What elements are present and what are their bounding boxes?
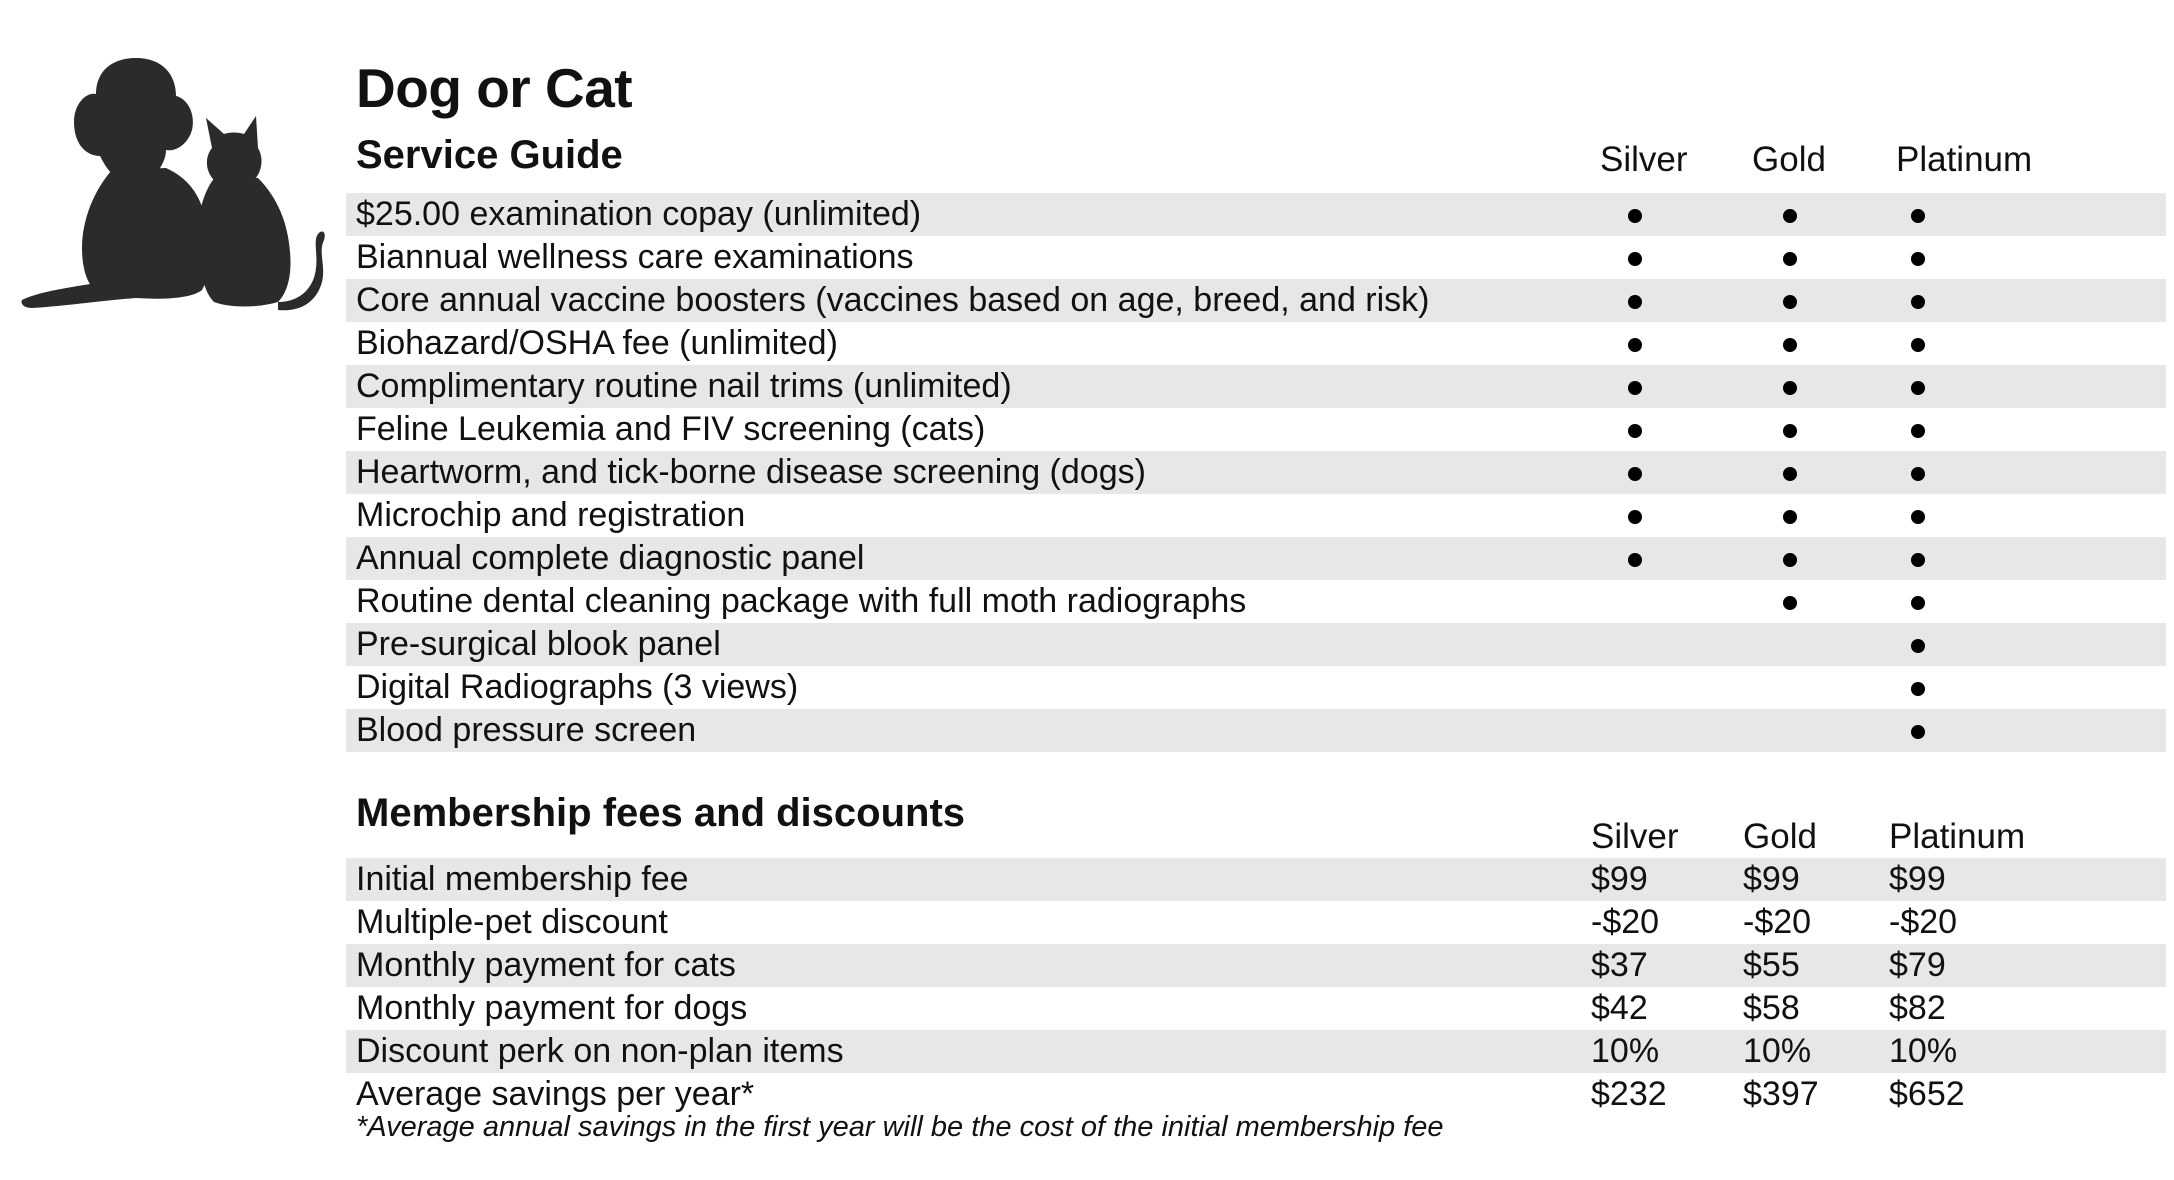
silver-fee-value: 10% bbox=[1591, 1032, 1660, 1070]
service-row-label: Biannual wellness care examinations bbox=[356, 238, 914, 276]
membership-row-label: Initial membership fee bbox=[356, 860, 689, 898]
silver-included-dot-icon bbox=[1628, 510, 1642, 524]
service-row-label: Core annual vaccine boosters (vaccines based on age, breed, and risk) bbox=[356, 281, 1430, 319]
service-row bbox=[346, 193, 2166, 236]
service-col-gold: Gold bbox=[1752, 140, 1826, 179]
membership-table bbox=[346, 858, 2166, 1116]
membership-row bbox=[346, 858, 2166, 901]
service-row bbox=[346, 709, 2166, 752]
service-row-label: $25.00 examination copay (unlimited) bbox=[356, 195, 922, 233]
service-row-label: Biohazard/OSHA fee (unlimited) bbox=[356, 324, 838, 362]
silver-included-dot-icon bbox=[1628, 553, 1642, 567]
membership-row-label: Discount perk on non-plan items bbox=[356, 1032, 844, 1070]
gold-included-dot-icon bbox=[1783, 295, 1797, 309]
membership-row bbox=[346, 944, 2166, 987]
service-row-label: Blood pressure screen bbox=[356, 711, 697, 749]
service-row bbox=[346, 623, 2166, 666]
service-row bbox=[346, 322, 2166, 365]
gold-included-dot-icon bbox=[1783, 467, 1797, 481]
service-row bbox=[346, 279, 2166, 322]
service-row-label: Routine dental cleaning package with full moth radiographs bbox=[356, 582, 1247, 620]
platinum-fee-value: 10% bbox=[1889, 1032, 1958, 1070]
silver-included-dot-icon bbox=[1628, 381, 1642, 395]
membership-row-label: Multiple-pet discount bbox=[356, 903, 668, 941]
membership-row-label: Monthly payment for dogs bbox=[356, 989, 748, 1027]
silver-included-dot-icon bbox=[1628, 209, 1642, 223]
service-row-label: Annual complete diagnostic panel bbox=[356, 539, 865, 577]
service-col-platinum: Platinum bbox=[1896, 140, 2033, 179]
membership-row-label: Monthly payment for cats bbox=[356, 946, 736, 984]
platinum-fee-value: -$20 bbox=[1889, 903, 1958, 941]
platinum-included-dot-icon bbox=[1911, 252, 1925, 266]
membership-col-gold: Gold bbox=[1743, 817, 1817, 856]
platinum-fee-value: $99 bbox=[1889, 860, 1946, 898]
platinum-included-dot-icon bbox=[1911, 295, 1925, 309]
service-row bbox=[346, 451, 2166, 494]
cat-silhouette bbox=[198, 116, 325, 310]
silver-fee-value: $37 bbox=[1591, 946, 1648, 984]
gold-included-dot-icon bbox=[1783, 553, 1797, 567]
service-row bbox=[346, 666, 2166, 709]
gold-fee-value: 10% bbox=[1743, 1032, 1812, 1070]
gold-fee-value: $397 bbox=[1743, 1075, 1819, 1113]
service-row-label: Microchip and registration bbox=[356, 496, 746, 534]
gold-included-dot-icon bbox=[1783, 381, 1797, 395]
silver-included-dot-icon bbox=[1628, 338, 1642, 352]
platinum-fee-value: $79 bbox=[1889, 946, 1946, 984]
service-guide-heading: Service Guide bbox=[356, 133, 623, 177]
silver-fee-value: $232 bbox=[1591, 1075, 1667, 1113]
platinum-fee-value: $82 bbox=[1889, 989, 1946, 1027]
platinum-included-dot-icon bbox=[1911, 381, 1925, 395]
platinum-included-dot-icon bbox=[1911, 467, 1925, 481]
platinum-included-dot-icon bbox=[1911, 639, 1925, 653]
gold-included-dot-icon bbox=[1783, 252, 1797, 266]
gold-included-dot-icon bbox=[1783, 209, 1797, 223]
membership-col-silver: Silver bbox=[1591, 817, 1679, 856]
platinum-included-dot-icon bbox=[1911, 553, 1925, 567]
gold-included-dot-icon bbox=[1783, 510, 1797, 524]
silver-included-dot-icon bbox=[1628, 252, 1642, 266]
silver-included-dot-icon bbox=[1628, 424, 1642, 438]
gold-fee-value: -$20 bbox=[1743, 903, 1812, 941]
gold-fee-value: $55 bbox=[1743, 946, 1800, 984]
membership-row-label: Average savings per year* bbox=[356, 1075, 755, 1113]
dog-and-cat-silhouette-icon bbox=[16, 52, 326, 312]
membership-row bbox=[346, 1030, 2166, 1073]
service-row-label: Feline Leukemia and FIV screening (cats) bbox=[356, 410, 986, 448]
membership-row bbox=[346, 901, 2166, 944]
service-row-label: Heartworm, and tick-borne disease screening (dogs) bbox=[356, 453, 1146, 491]
platinum-included-dot-icon bbox=[1911, 725, 1925, 739]
gold-included-dot-icon bbox=[1783, 596, 1797, 610]
gold-fee-value: $58 bbox=[1743, 989, 1800, 1027]
service-row-label: Pre-surgical blook panel bbox=[356, 625, 721, 663]
platinum-included-dot-icon bbox=[1911, 338, 1925, 352]
silver-fee-value: $99 bbox=[1591, 860, 1648, 898]
gold-fee-value: $99 bbox=[1743, 860, 1800, 898]
membership-col-platinum: Platinum bbox=[1889, 817, 2026, 856]
platinum-fee-value: $652 bbox=[1889, 1075, 1965, 1113]
platinum-included-dot-icon bbox=[1911, 510, 1925, 524]
platinum-included-dot-icon bbox=[1911, 209, 1925, 223]
silver-included-dot-icon bbox=[1628, 467, 1642, 481]
savings-footnote: *Average annual savings in the first year will be the cost of the initial membership fee bbox=[356, 1111, 1444, 1143]
service-row bbox=[346, 494, 2166, 537]
service-row-label: Complimentary routine nail trims (unlimited) bbox=[356, 367, 1012, 405]
service-row bbox=[346, 236, 2166, 279]
platinum-included-dot-icon bbox=[1911, 424, 1925, 438]
service-row bbox=[346, 537, 2166, 580]
service-col-silver: Silver bbox=[1600, 140, 1688, 179]
gold-included-dot-icon bbox=[1783, 424, 1797, 438]
service-row bbox=[346, 365, 2166, 408]
service-row bbox=[346, 408, 2166, 451]
service-row bbox=[346, 580, 2166, 623]
platinum-included-dot-icon bbox=[1911, 682, 1925, 696]
gold-included-dot-icon bbox=[1783, 338, 1797, 352]
silver-fee-value: $42 bbox=[1591, 989, 1648, 1027]
service-row-label: Digital Radiographs (3 views) bbox=[356, 668, 799, 706]
membership-heading: Membership fees and discounts bbox=[356, 791, 966, 835]
dog-silhouette bbox=[21, 58, 209, 308]
silver-included-dot-icon bbox=[1628, 295, 1642, 309]
platinum-included-dot-icon bbox=[1911, 596, 1925, 610]
membership-row bbox=[346, 987, 2166, 1030]
service-guide-table bbox=[346, 193, 2166, 752]
page-title: Dog or Cat bbox=[356, 57, 633, 119]
silver-fee-value: -$20 bbox=[1591, 903, 1660, 941]
